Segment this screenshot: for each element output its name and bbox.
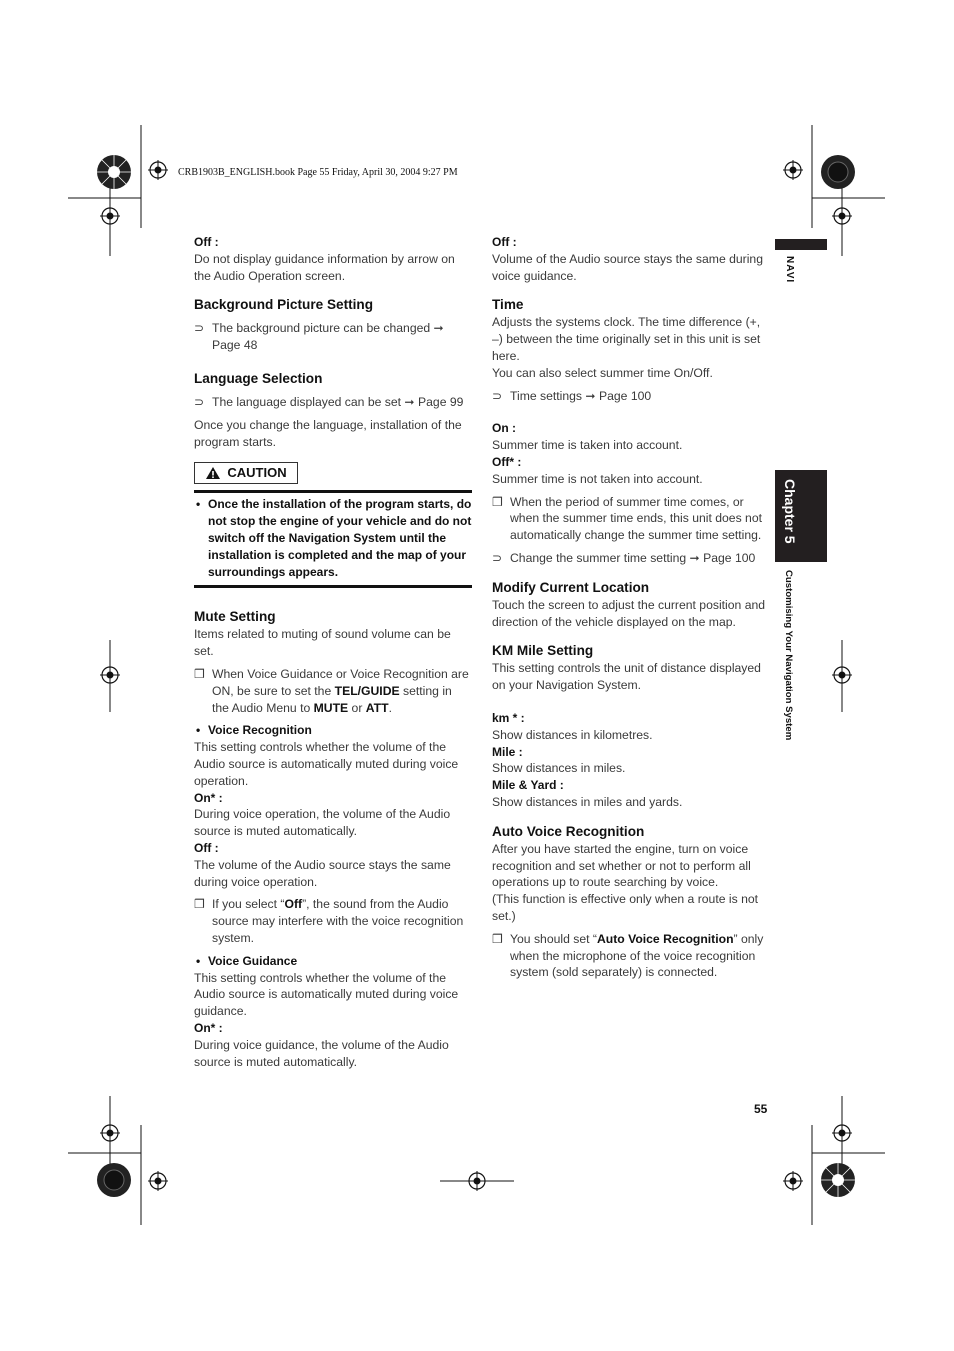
chapter-label: Chapter 5 <box>782 479 798 544</box>
language-note: ⊃ The language displayed can be set ➞ Page 99 <box>194 394 464 409</box>
km-mile-text: This setting controls the unit of distance displayed on your Navigation System. <box>492 661 761 693</box>
arrow-icon: ⊃ <box>492 550 503 565</box>
vr-off-text: The volume of the Audio source stays the same during voice operation. <box>194 857 451 889</box>
caution-label: CAUTION <box>227 464 287 480</box>
summer-time-link: ⊃ Change the summer time setting ➞ Page 100 <box>492 550 756 565</box>
mute-note: ❒ When Voice Guidance or Voice Recognition are ON, be sure to set the TEL/GUIDE setting in the Audio Menu to MUTE or ATT. <box>194 666 469 715</box>
mute-setting-heading: Mute Setting <box>194 609 276 625</box>
auto-voice-heading: Auto Voice Recognition <box>492 823 645 839</box>
auto-voice-note: ❒ You should set “Auto Voice Recognition” only when the microphone of the voice recognition system (sold separately) is connected. <box>492 931 764 980</box>
vr-on-label: On* : <box>194 790 223 805</box>
mile-yard-value: Show distances in miles and yards. <box>492 794 683 809</box>
background-picture-note: ⊃ The background picture can be changed ➞ Page 48 <box>194 321 444 353</box>
voice-recognition-text: This setting controls whether the volume of the Audio source is automatically muted during voice operation. <box>194 740 459 788</box>
off-text: Do not display guidance information by arrow on the Audio Operation screen. <box>194 251 455 283</box>
chapter-title: Customising Your Navigation System <box>783 570 794 741</box>
mile-yard-label: Mile & Yard : <box>492 778 564 793</box>
page-number: 55 <box>754 1102 768 1116</box>
checkbox-icon: ❒ <box>194 897 205 912</box>
on-label: On : <box>492 421 516 436</box>
right-column <box>492 234 770 981</box>
voice-recognition-heading: • Voice Recognition <box>196 723 312 738</box>
off-label: Off : <box>492 235 517 249</box>
caution-item: • Once the installation of the program starts, do not stop the engine of your vehicle and do not switch off the Navigation System until the installation is completed and the map of your surroundings appears. <box>196 497 472 580</box>
voice-guidance-text: This setting controls whether the volume of the Audio source is automatically muted during voice guidance. <box>194 970 459 1019</box>
time-summer-text: You can also select summer time On/Off. <box>492 365 713 380</box>
off-text: Volume of the Audio source stays the same during voice guidance. <box>492 251 763 283</box>
mile-value: Show distances in miles. <box>492 761 626 776</box>
modify-location-text: Touch the screen to adjust the current position and direction of the vehicle displayed on the map. <box>492 597 766 629</box>
off-star-label: Off* : <box>492 454 522 469</box>
arrow-icon: ⊃ <box>194 321 205 336</box>
auto-voice-text: After you have started the engine, turn on voice recognition and set whether or not to perform all operations up to route searching by voice. <box>492 841 751 890</box>
modify-location-heading: Modify Current Location <box>492 579 650 595</box>
time-text: Adjusts the systems clock. The time difference (+, –) between the time originally set in this unit is set here. <box>492 315 761 363</box>
auto-voice-text-2: (This function is effective only when a route is not set.) <box>492 892 759 923</box>
summer-time-note: ❒ When the period of summer time comes, or when the summer time ends, this unit does not automatically change the summer time setting. <box>492 494 763 543</box>
section-label: NAVI <box>784 256 795 284</box>
km-label: km * : <box>492 710 525 725</box>
vg-on-label: On* : <box>194 1020 223 1035</box>
caution-label-box <box>194 462 298 484</box>
on-text: Summer time is taken into account. <box>492 438 683 453</box>
checkbox-icon: ❒ <box>492 494 503 509</box>
caution-body <box>194 490 472 588</box>
mile-label: Mile : <box>492 744 523 759</box>
time-heading: Time <box>492 297 524 313</box>
km-mile-heading: KM Mile Setting <box>492 643 594 659</box>
vr-off-label: Off : <box>194 840 219 855</box>
off-star-text: Summer time is not taken into account. <box>492 471 703 486</box>
time-settings-link: ⊃ Time settings ➞ Page 100 <box>492 388 652 403</box>
section-tab-bar <box>775 239 827 250</box>
language-text: Once you change the language, installation of the program starts. <box>194 417 462 449</box>
background-picture-heading: Background Picture Setting <box>194 297 374 313</box>
off-label: Off : <box>194 235 219 249</box>
arrow-icon: ⊃ <box>492 388 503 403</box>
vr-note: ❒ If you select “Off”, the sound from the Audio source may interfere with the voice recognition system. <box>194 897 464 945</box>
left-column <box>194 234 472 1070</box>
warning-icon <box>205 466 221 480</box>
file-info-header: CRB1903B_ENGLISH.book Page 55 Friday, April 30, 2004 9:27 PM <box>178 167 458 178</box>
checkbox-icon: ❒ <box>194 666 205 681</box>
checkbox-icon: ❒ <box>492 931 503 946</box>
arrow-icon: ⊃ <box>194 394 205 409</box>
language-selection-heading: Language Selection <box>194 370 323 386</box>
vg-on-text: During voice guidance, the volume of the Audio source is muted automatically. <box>194 1037 449 1069</box>
mute-text: Items related to muting of sound volume can be set. <box>194 627 451 659</box>
voice-guidance-heading: • Voice Guidance <box>196 953 298 968</box>
km-value: Show distances in kilometres. <box>492 727 653 742</box>
vr-on-text: During voice operation, the volume of the Audio source is muted automatically. <box>194 807 451 839</box>
